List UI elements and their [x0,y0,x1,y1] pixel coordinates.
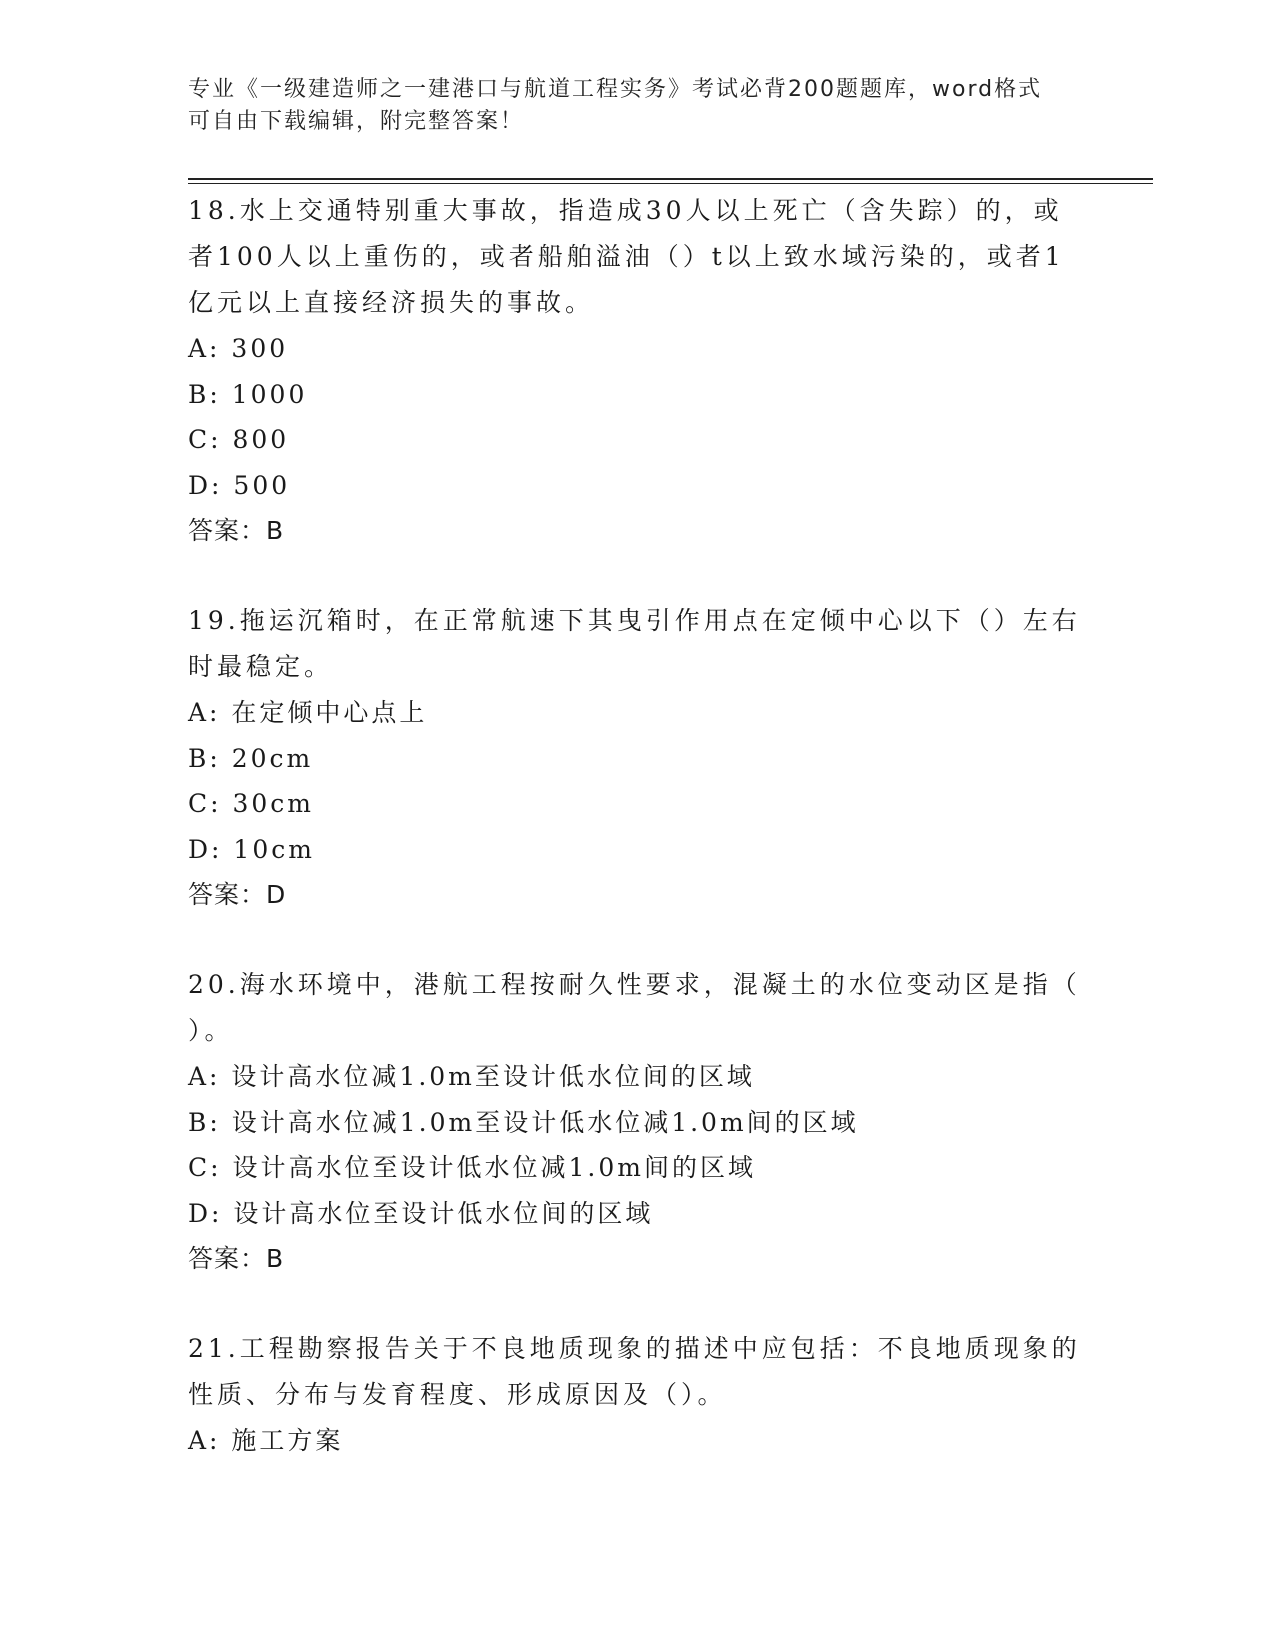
question-text-line: 时最稳定。 [188,652,334,681]
question-text-line: 18.水上交通特别重大事故，指造成30人以上死亡（含失踪）的，或 [188,196,1063,225]
option-a: A: 300 [188,334,289,363]
header-title-line-1: 专业《一级建造师之一建港口与航道工程实务》考试必背200题题库，word格式 [188,77,1043,102]
question-text-line: 20.海水环境中，港航工程按耐久性要求，混凝土的水位变动区是指（ [188,970,1081,999]
question-text-line: 21.工程勘察报告关于不良地质现象的描述中应包括：不良地质现象的 [188,1334,1081,1363]
option-c: C: 30cm [188,789,315,818]
option-b: B: 20cm [188,743,314,773]
header-title-line-2: 可自由下载编辑，附完整答案！ [188,109,525,134]
question-text-line: 19.拖运沉箱时，在正常航速下其曳引作用点在定倾中心以下（）左右 [188,606,1081,635]
option-d: D: 10cm [188,834,315,864]
question-21 [188,1326,1088,1464]
spacer [188,917,1088,962]
question-19 [188,598,1088,917]
question-list [188,188,1088,1464]
option-d: D: 500 [188,470,291,500]
document-header [188,74,1088,138]
option-a: A: 设计高水位减1.0m至设计低水位间的区域 [188,1062,755,1091]
option-a: A: 在定倾中心点上 [188,698,428,727]
question-18 [188,188,1088,553]
question-text-line: ）。 [188,1016,234,1045]
spacer [188,1281,1088,1326]
option-c: C: 设计高水位至设计低水位减1.0m间的区域 [188,1153,756,1182]
option-b: B: 1000 [188,379,308,409]
question-text-line: 者100人以上重伤的，或者船舶溢油（）t以上致水域污染的，或者1 [188,242,1065,271]
answer: 答案：B [188,1244,285,1273]
header-divider-thin [188,183,1153,184]
question-text-line: 性质、分布与发育程度、形成原因及（）。 [188,1380,727,1409]
option-c: C: 800 [188,425,290,454]
answer: 答案：D [188,880,287,909]
option-d: D: 设计高水位至设计低水位间的区域 [188,1198,654,1228]
option-a: A: 施工方案 [188,1426,344,1455]
answer: 答案：B [188,516,285,545]
question-20 [188,962,1088,1281]
header-divider-thick [188,178,1153,180]
spacer [188,553,1088,598]
option-b: B: 设计高水位减1.0m至设计低水位减1.0m间的区域 [188,1107,859,1137]
question-text-line: 亿元以上直接经济损失的事故。 [188,288,595,317]
